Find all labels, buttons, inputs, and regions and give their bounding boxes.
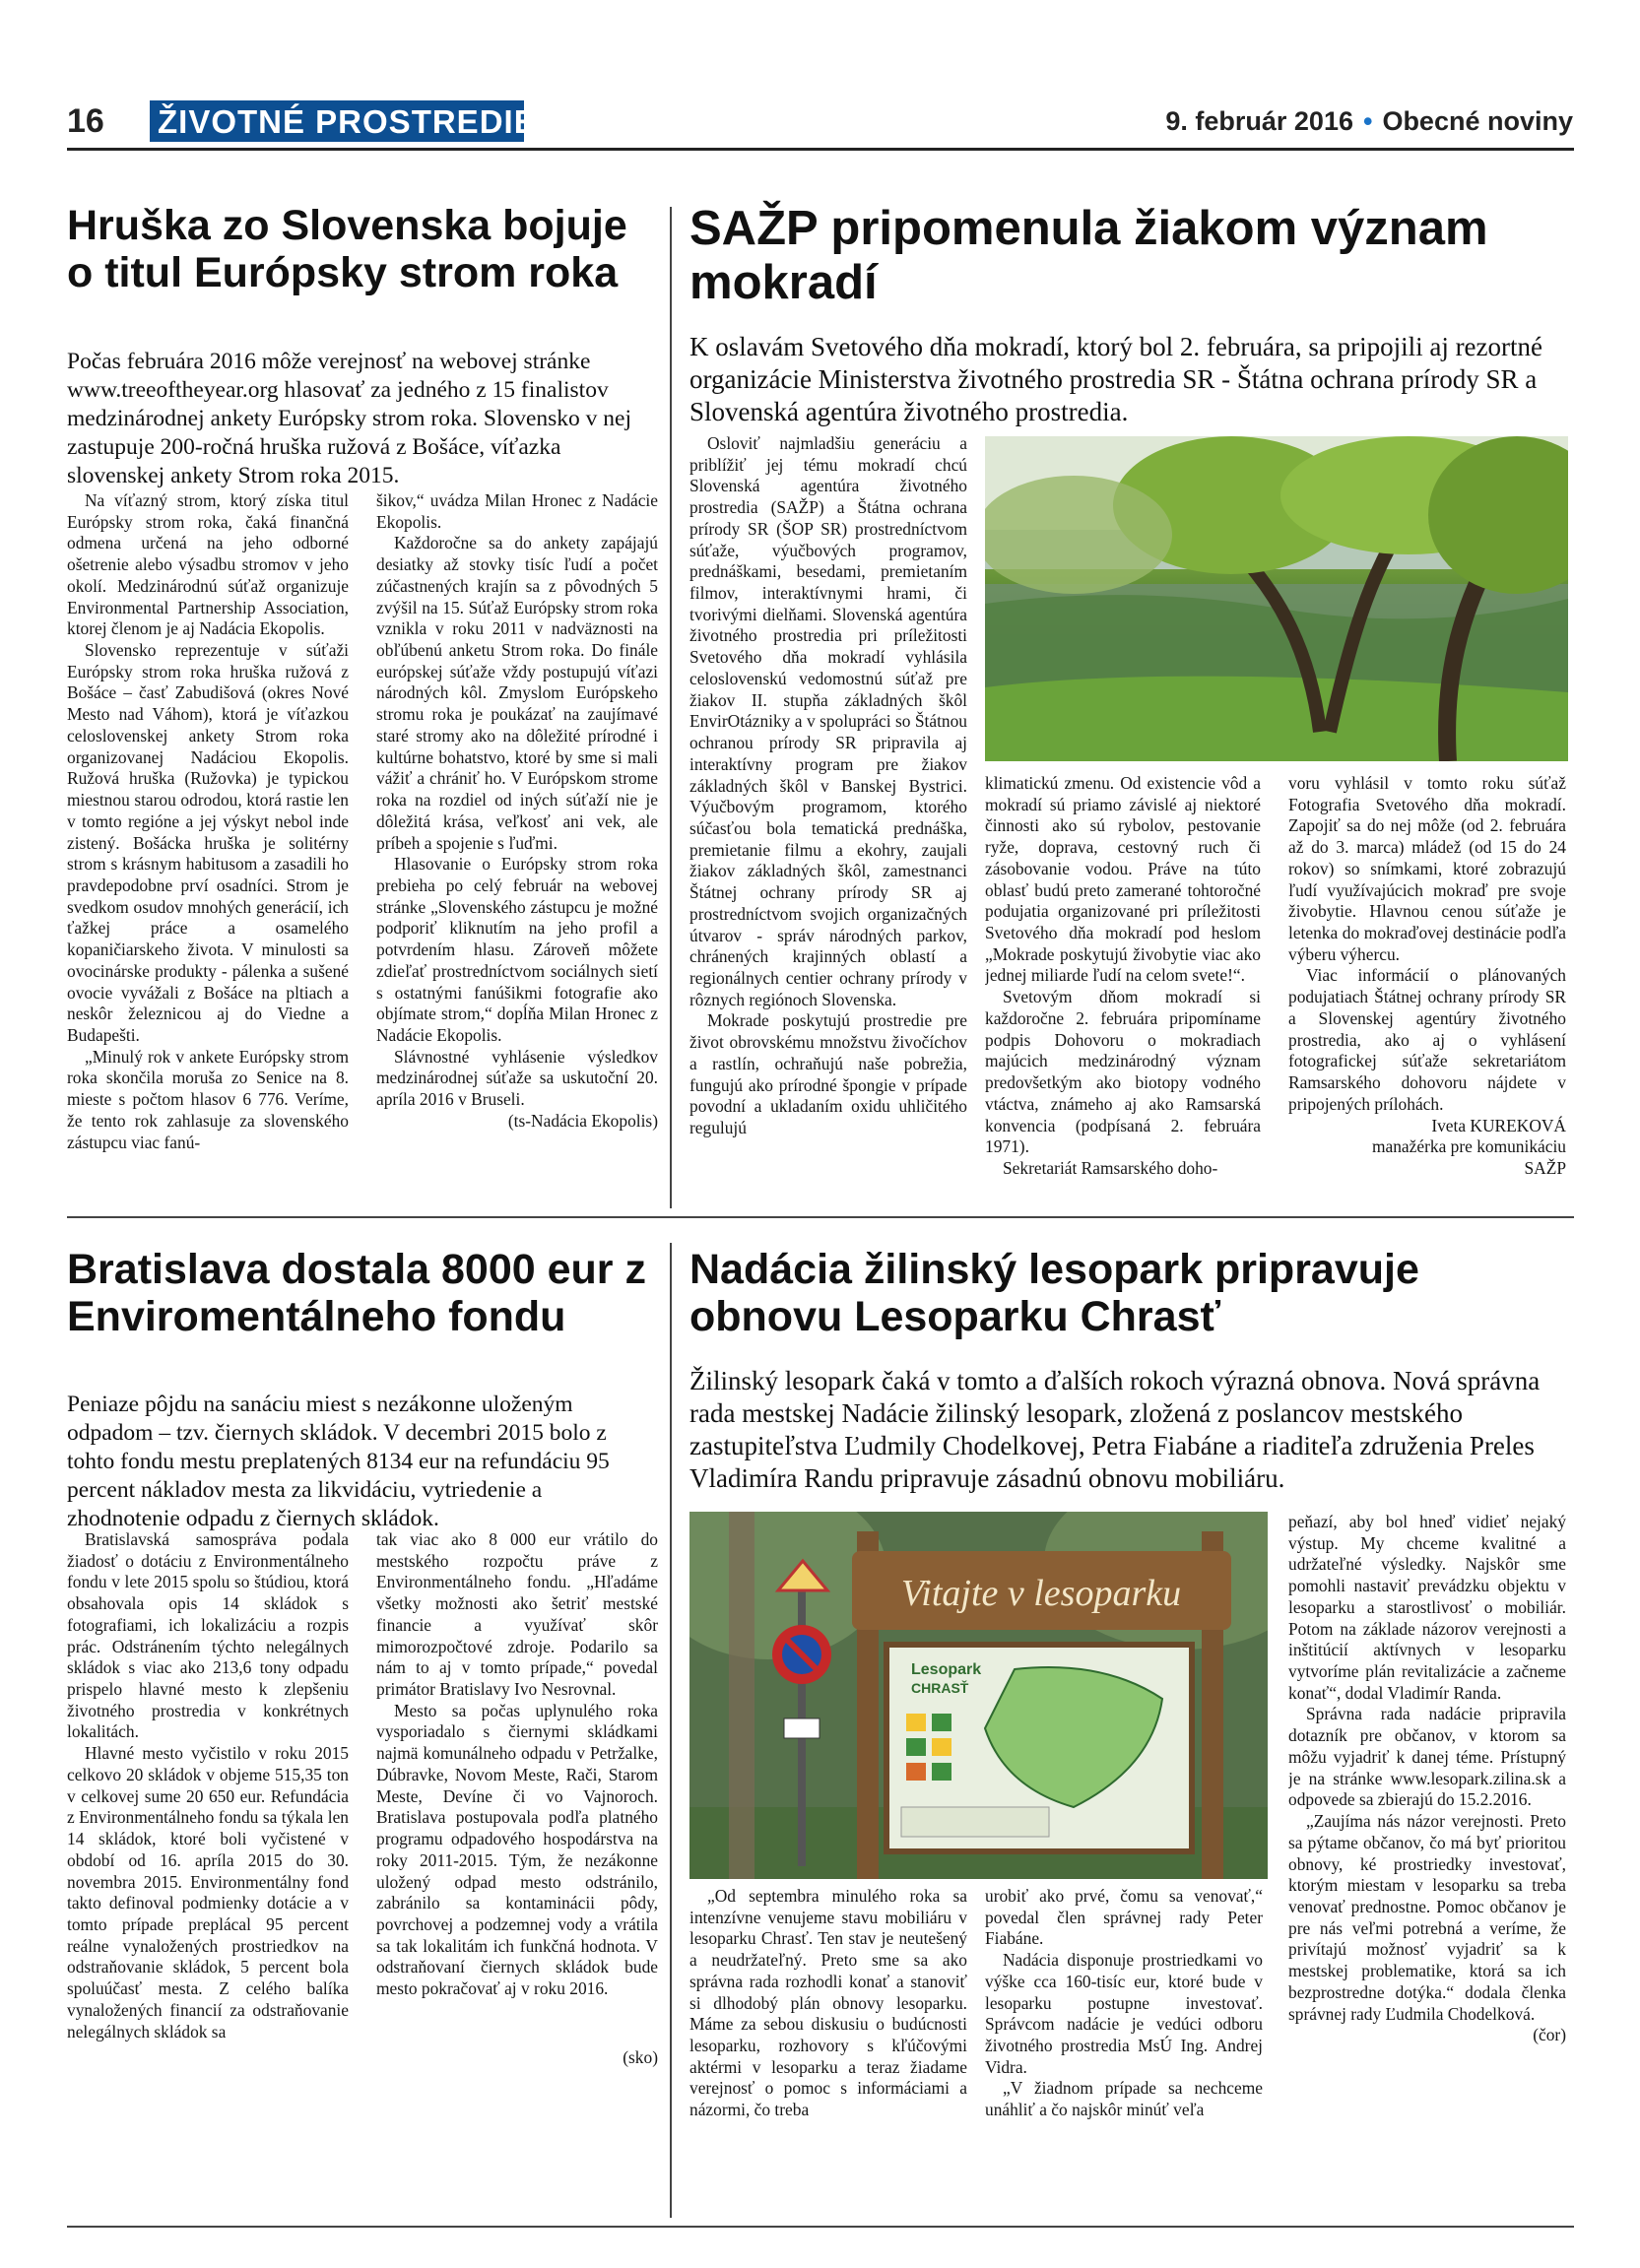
- article-credit: (ts-Nadácia Ekopolis): [507, 1110, 658, 1131]
- article-column: [376, 1529, 658, 2219]
- footer-rule: [67, 2226, 1574, 2228]
- paragraph: Mokrade poskytujú prostredie pre život obrovskému množstvu živočíchov a rastlín, ochraňujú naše pobrežia, fungujú ako prírodné špongie v prípade povodní a ukladaním oxidu uhličitého regulujú: [689, 1010, 967, 1137]
- section-label: ŽIVOTNÉ PROSTREDIE: [150, 100, 524, 142]
- lead-paragraph: Žilinský lesopark čaká v tomto a ďalších rokoch výrazná obnova. Nová správna rada mestskej Nadácie žilinský lesopark, zložená z poslancov mestského zastupiteľstva Ľudmily Chodelkovej, Petra Fiabáne a riaditeľa združenia Preles Vladimíra Randu pripravuje zásadnú obnovu mobiliáru.: [689, 1366, 1541, 1493]
- article-column: [985, 1886, 1263, 2221]
- newspaper-name: Obecné noviny: [1382, 106, 1573, 136]
- headline: Hruška zo Slovenska bojuje o titul Európsky strom roka: [67, 202, 627, 297]
- paragraph: Na víťazný strom, ktorý získa titul Európsky strom roka, čaká finančná odmena určená na jeho odborné ošetrenie alebo výsadbu stromov v jeho okolí. Medzinárodnú súťaž organizuje Environmental Partnership Association, ktorej členom je aj Nadácia Ekopolis.: [67, 490, 349, 639]
- paragraph: šikov,“ uvádza Milan Hronec z Nadácie Ekopolis.: [376, 490, 658, 532]
- paragraph: „Minulý rok v ankete Európsky strom roka skončila moruša zo Senice na 8. mieste s počtom hlasov 6 776. Veríme, že tento rok zahlasuje za slovenského zástupcu viac fanú-: [67, 1046, 349, 1152]
- map-board-subtitle: CHRASŤ: [911, 1680, 969, 1696]
- lead-paragraph: K oslavám Svetového dňa mokradí, ktorý bol 2. februára, sa pripojili aj rezortné organizácie Ministerstva životného prostredia SR - Štátna ochrana prírody SR a Slovenská agentúra životného prostredia.: [689, 332, 1543, 426]
- paragraph: peňazí, aby bol hneď vidieť nejaký výstup. My chceme kvalitné a udržateľné výsledky. Najskôr sme pomohli nastaviť prevádzku objektu v lesoparku a starostlivosť o mobiliár. Potom na základe názorov verejnosti a inštitúcií aktívnych v lesoparku vytvoríme plán revitalizácie a začneme konať“, dodal Vladimír Randa.: [1288, 1512, 1566, 1703]
- paragraph: urobiť ako prvé, čomu sa venovať,“ povedal člen správnej rady Peter Fiabáne.: [985, 1886, 1263, 1949]
- paragraph: „V žiadnom prípade sa nechceme unáhliť a čo najskôr minúť veľa: [985, 2078, 1263, 2120]
- paragraph: Každoročne sa do ankety zapájajú desiatky až stovky tisíc ľudí a počet zúčastnených krajín sa z pôvodných 5 zvýšil na 15. Súťaž Európsky strom roka vznikla v roku 2011 v nadväznosti na obľúbenú anketu Strom roka. Do finále európskej súťaže vždy postupujú víťazi národných kôl. Zmyslom Európskeho stromu roka je poukázať na zaujímavé staré stromy ako na dôležité prírodné i kultúrne bohatstvo, ktoré by sme si mali vážiť a chrániť ho. V Európskom strome roka na rozdiel od iných súťaží nie je dôležitá krása, veľkosť ani vek, ale príbeh a spojenie s ľuďmi.: [376, 533, 658, 853]
- section-divider: [67, 1216, 1574, 1218]
- paragraph: Slovensko reprezentuje v súťaži Európsky strom roka hruška ružová z Bošáce – časť Zabudišová (okres Nové Mesto nad Váhom), ktorá je víťazkou celoslovenskej ankety Strom roka organizovanej Nadáciou Ekopolis. Ružová hruška (Ružovka) je typickou miestnou starou odrodou, ktorá rastie len v tomto regióne a jej výskyt nebol inde zistený. Bošácka hruška je solitérny strom s krásnym habitusom a zasadili ho pravdepodobne prví osadníci. Strom je svedkom osudov mnohých generácií, ich ťažkej práce a osamelého kopaničiarskeho života. V minulosti sa ovocinárske produkty - pálenka a sušené ovocie vyvážali z Bošáce na pltiach a neskôr železnicou aj do Viedne a Budapešti.: [67, 640, 349, 1045]
- bullet-separator: •: [1362, 106, 1373, 136]
- paragraph: Sekretariát Ramsarského doho-: [1003, 1157, 1218, 1178]
- forest-park-photo: [689, 1512, 1268, 1879]
- wetland-photo: [985, 436, 1568, 761]
- article-column: [1288, 1512, 1566, 2221]
- paragraph: Správna rada nadácie pripravila dotazník pre občanov, v ktorom sa môžu vyjadriť k danej téme. Prístupný je na stránke www.lesopark.zilina.sk a odpovede sa zbierajú do 15.2.2016.: [1288, 1704, 1566, 1810]
- paragraph: Mesto sa počas uplynulého roka vysporiadalo s čiernymi skládkami najmä komunálneho odpadu v Petržalke, Dúbravke, Novom Meste, Rači, Starom Meste, Devíne či vo Vajnoroch. Bratislava postupovala podľa platného programu odpadového hospodárstva na roky 2011-2015. Tým, že nezákonne uložený odpad mesto odstránilo, zabránilo sa kontaminácii pôdy, povrchovej a podzemnej vody a vrátila sa tak lokalitám ich funkčná hodnota. V odstraňovaní čiernych skládok bude mesto pokračovať aj v roku 2016.: [376, 1700, 658, 1999]
- article-column: [985, 773, 1261, 1206]
- paragraph: Nadácia disponuje prostriedkami vo výške cca 160-tisíc eur, ktoré bude v lesoparku postupne investovať. Správcom nadácie je vedúci odboru životného prostredia MsÚ Ing. Andrej Vidra.: [985, 1950, 1263, 2077]
- article-credit: (čor): [1533, 2025, 1566, 2045]
- column-divider: [670, 207, 672, 1208]
- paragraph: voru vyhlásil v tomto roku súťaž Fotografia Svetového dňa mokradí. Zapojiť sa do nej môže (od 2. februára až do 3. marca) mládež (od 15 do 24 rokov) so snímkami, ktoré zobrazujú ľudí využívajúcich mokraď pre svoje živobytie. Hlavnou cenou súťaže je letenka do mokraďovej destinácie podľa výberu výhercu.: [1288, 773, 1566, 964]
- article-column: [689, 433, 967, 1207]
- article-column: [1288, 773, 1566, 1206]
- lead-paragraph: Peniaze pôjdu na sanáciu miest s nezákonne uloženým odpadom – tzv. čiernych skládok. V decembri 2015 bolo z tohto fondu mestu preplatených 8134 eur na refundáciu 95 percent nákladov mesta za likvidáciu, vytriedenie a zhodnotenie odpadu z čiernych skládok.: [67, 1392, 610, 1531]
- author-name: Iveta KUREKOVÁ: [1431, 1115, 1566, 1135]
- article-column: [689, 1886, 967, 2221]
- header-rule: [67, 148, 1574, 151]
- headline: Nadácia žilinský lesopark pripravuje obnovu Lesoparku Chrasť: [689, 1246, 1419, 1341]
- welcome-sign-text: Vitajte v lesoparku: [900, 1573, 1182, 1614]
- masthead: [1165, 106, 1573, 137]
- map-board-title: Lesopark: [911, 1661, 982, 1678]
- paragraph: tak viac ako 8 000 eur vrátilo do mestského rozpočtu práve z Environmentálneho fondu. „Hľadáme všetky možnosti ako šetriť mestské financie a využívať skôr mimorozpočtové zdroje. Podarilo sa nám to aj v tomto prípade,“ povedal primátor Bratislavy Ivo Nesrovnal.: [376, 1529, 658, 1700]
- headline: Bratislava dostala 8000 eur z Enviromentálneho fondu: [67, 1246, 646, 1341]
- paragraph: „Od septembra minulého roka sa intenzívne venujeme stavu mobiliáru v lesoparku Chrasť. Ten stav je neutešený a neudržateľný. Preto sme sa ako správna rada rozhodli konať a stanoviť si dlhodobý plán obnovy lesoparku. Máme za sebou diskusiu o budúcnosti lesoparku, rozhovory s kľúčovými aktérmi v lesoparku a teraz žiadame verejnosť o pomoc s informáciami a názormi, čo treba: [689, 1886, 967, 2120]
- paragraph: Osloviť najmladšiu generáciu a priblížiť jej tému mokradí chcú Slovenská agentúra životného prostredia (SAŽP) a Štátna ochrana prírody SR (ŠOP SR) prostredníctvom súťaže, výučbových programov, prednáškami, besedami, premietaním filmov, interaktívnymi hrami, či tvorivými dielňami. Slovenská agentúra životného prostredia pri príležitosti Svetového dňa mokradí vyhlásila celoslovenskú vedomostnú súťaž pre žiakov II. stupňa základných škôl EnvirOtázniky a v spolupráci so Štátnou ochranou prírody SR pripravila aj interaktívny program pre žiakov základných škôl v Banskej Bystrici. Výučbovým programom, ktorého súčasťou bola tematická prednáška, premietanie filmu a ekohry, zaujali žiakov základných škôl, zamestnanci Štátnej ochrany prírody SR aj prostredníctvom svojich organizačných útvarov - správ národných parkov, chránených krajinných oblastí a regionálnych centier ochrany prírody v rôznych regiónoch Slovenska.: [689, 433, 967, 1009]
- paragraph: „Zaujíma nás názor verejnosti. Preto sa pýtame občanov, čo má byť prioritou obnovy, ké prostriedky investovať, ktorým miestam v lesoparku sa treba venovať prednostne. Pomoc občanov je pre nás veľmi potrebná a veríme, že privítajú možnosť vyjadriť sa k mestskej problematike, ktorá sa ich bezprostredne dotýka.“ dodala členka správnej rady Ľudmila Chodelková.: [1288, 1811, 1566, 2024]
- paragraph: Viac informácií o plánovaných podujatiach Štátnej ochrany prírody SR a Slovenskej agentúry životného prostredia, ako aj o vyhlásení fotografickej súťaže sekretariátom Ramsarského dohovoru nájdete v pripojených prílohách.: [1288, 965, 1566, 1114]
- issue-date: 9. február 2016: [1165, 106, 1353, 136]
- wetland-illustration: [985, 436, 1568, 761]
- author-organization: SAŽP: [1524, 1157, 1566, 1178]
- forest-park-illustration: [689, 1512, 1268, 1879]
- paragraph: Hlavné mesto vyčistilo v roku 2015 celkovo 20 skládok v objeme 515,35 ton v celkovej sume 20 650 eur. Refundácia z Environmentálneho fondu sa týkala len 14 skládok, ktoré boli vyčistené v období od 16. apríla 2015 do 30. novembra 2015. Environmentálny fond takto definoval podmienky dotácie a v tomto prípade preplácal 95 percent reálne vynaložených prostriedkov na odstraňovanie skládok, 5 percent bola spoluúčasť mesta. Z celého balíka vynaložených financií za odstraňovanie nelegálnych skládok sa: [67, 1743, 349, 2041]
- column-divider: [670, 1243, 672, 2218]
- article-column: [376, 490, 658, 1207]
- lead-paragraph: Počas februára 2016 môže verejnosť na webovej stránke www.treeoftheyear.org hlasovať za jedného z 15 finalistov medzinárodnej ankety Európsky strom roka. Slovensko v nej zastupuje 200-ročná hruška ružová z Bošáce, víťazka slovenskej ankety Strom roka 2015.: [67, 349, 632, 488]
- headline: SAŽP pripomenula žiakom význam mokradí: [689, 202, 1488, 309]
- paragraph: klimatickú zmenu. Od existencie vôd a mokradí sú priamo závislé aj niektoré činnosti ako sú rybolov, pestovanie ryže, doprava, cestovný ruch či zásobovanie vodou. Práve na túto oblasť budú preto zamerané tohtoročné podujatia organizované pri príležitosti Svetového dňa mokradí pod heslom „Mokrade poskytujú živobytie viac ako jednej miliarde ľudí na celom svete!“.: [985, 773, 1261, 986]
- paragraph: Svetovým dňom mokradí si každoročne 2. februára pripomíname podpis Dohovoru o mokradiach majúcich medzinárodný význam predovšetkým ako biotopy vodného vtáctva, známeho aj ako Ramsarská konvencia (podpísaná 2. februára 1971).: [985, 987, 1261, 1157]
- paragraph: Bratislavská samospráva podala žiadosť o dotáciu z Environmentálneho fondu v lete 2015 spolu so štúdiou, ktorá obsahovala opis 14 skládok s fotografiami, ich lokalizáciu a rozpis prác. Odstránením týchto nelegálnych skládok s viac ako 213,6 tony odpadu prispelo hlavné mesto k zlepšeniu životného prostredia v konkrétnych lokalitách.: [67, 1529, 349, 1742]
- article-column: [67, 490, 349, 1207]
- page-number: 16: [67, 102, 104, 140]
- paragraph: Hlasovanie o Európsky strom roka prebieha po celý február na webovej stránke „Slovenského zástupcu je možné podporiť kliknutím na jeho profil a potvrdením hlasu. Zároveň môžete zdieľať prostredníctvom sociálnych sietí s ostatnými fanúšikmi fotografie ako objímate strom,“ dopĺňa Milan Hronec z Nadácie Ekopolis.: [376, 854, 658, 1045]
- paragraph: Slávnostné vyhlásenie výsledkov medzinárodnej súťaže sa uskutoční 20. apríla 2016 v Bruseli.: [376, 1046, 658, 1110]
- article-column: [67, 1529, 349, 2219]
- article-credit: (sko): [623, 2046, 658, 2067]
- author-title: manažérka pre komunikáciu: [1371, 1136, 1566, 1157]
